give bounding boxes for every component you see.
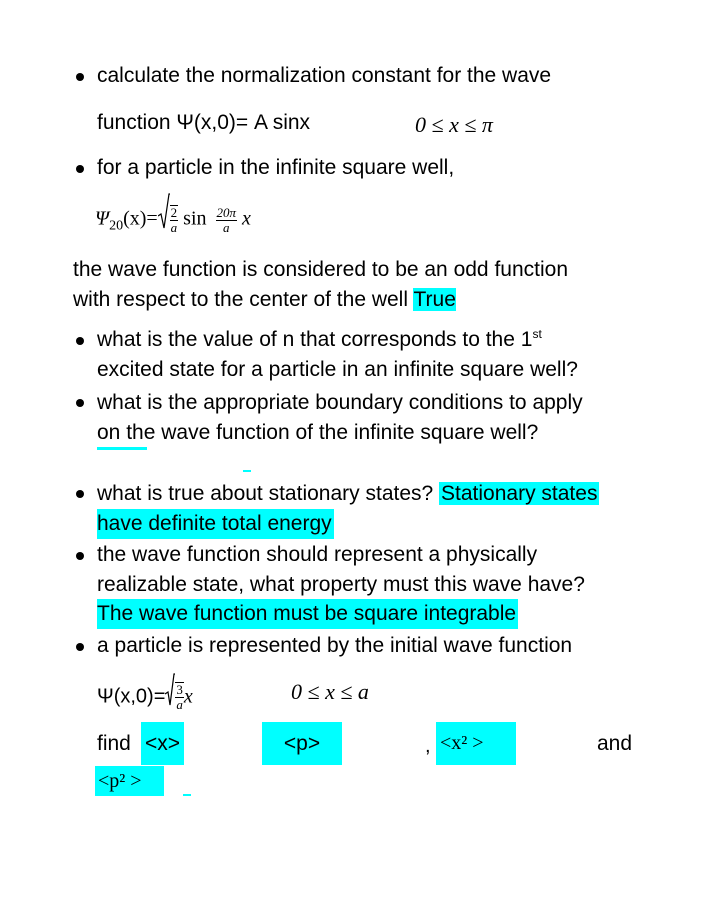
q4-line1: what is the appropriate boundary conditions to apply [97, 391, 583, 414]
q7-x-expectation: <x> [141, 722, 184, 765]
psi-subscript: 20 [109, 218, 124, 234]
q2-equation [95, 192, 251, 249]
bullet-q6 [76, 552, 84, 560]
sin-numerator: 20π [216, 204, 237, 220]
sqrt-symbol [158, 192, 170, 248]
bullet-q7 [76, 643, 84, 651]
q7-p-expectation: <p> [262, 722, 342, 765]
q4-line2: on the wave function of the infinite square well? [97, 421, 539, 444]
sqrt-numerator: 2 [170, 205, 178, 220]
psi-argument: (x)= [123, 207, 158, 230]
highlight-mark [183, 794, 191, 796]
statement-line2-text: with respect to the center of the well [73, 288, 409, 311]
q7-find-label: find [97, 732, 131, 755]
sin-function: sin [183, 207, 207, 230]
statement-line2 [73, 285, 456, 315]
q5-line1 [97, 479, 599, 509]
q7-variable: x [183, 685, 193, 708]
bullet-q4 [76, 399, 84, 407]
q7-range: 0 ≤ x ≤ a [291, 679, 369, 704]
q1-range: 0 ≤ x ≤ π [415, 112, 493, 137]
bullet-q5 [76, 490, 84, 498]
sqrt-symbol [165, 672, 175, 722]
highlight-mark [97, 447, 147, 450]
q7-line1: a particle is represented by the initial wave function [97, 634, 573, 657]
q7-sqrt-fraction [175, 682, 184, 712]
q1-line2: function Ψ(x,0)= A sinx [97, 111, 311, 134]
highlight-mark [243, 470, 251, 472]
bullet-q1 [76, 73, 84, 81]
q3-line1 [97, 325, 542, 355]
bullet-q2 [76, 165, 84, 173]
q7-and-label: and [597, 732, 633, 755]
q7-x2-expectation: <x² > [436, 722, 516, 765]
statement-answer-highlight: True [413, 288, 456, 311]
sqrt-denominator: a [170, 220, 178, 235]
sqrt-fraction [170, 205, 179, 235]
q7-sqrt-numerator: 3 [176, 682, 183, 697]
q7-comma: , [425, 735, 431, 757]
q6-line1: the wave function should represent a physically [97, 543, 538, 566]
bullet-q3 [76, 337, 84, 345]
sin-variable: x [242, 207, 251, 230]
sin-denominator: a [223, 219, 230, 235]
q5-answer-line2: have definite total energy [97, 509, 334, 539]
sin-fraction [216, 206, 238, 235]
q6-answer-highlight: The wave function must be square integrable [97, 599, 518, 629]
q6-line2: realizable state, what property must this wave have? [97, 573, 585, 596]
statement-line1: the wave function is considered to be an odd function [73, 258, 568, 281]
q7-function: Ψ(x,0)= [97, 685, 166, 708]
q7-equation [97, 672, 193, 722]
q1-line1: calculate the normalization constant for the wave [97, 64, 552, 87]
q7-p2-expectation: <p² > [95, 766, 164, 796]
q5-question: what is true about stationary states? [97, 482, 434, 505]
q5-answer-highlight: Stationary states [441, 482, 598, 505]
psi-symbol: Ψ [95, 207, 110, 230]
q3-superscript: st [532, 327, 542, 341]
q3-line1-text: what is the value of n that corresponds to the 1 [97, 328, 533, 351]
q2-line1: for a particle in the infinite square well, [97, 156, 455, 179]
q7-sqrt-denominator: a [176, 697, 183, 712]
q3-line2: excited state for a particle in an infinite square well? [97, 358, 578, 381]
